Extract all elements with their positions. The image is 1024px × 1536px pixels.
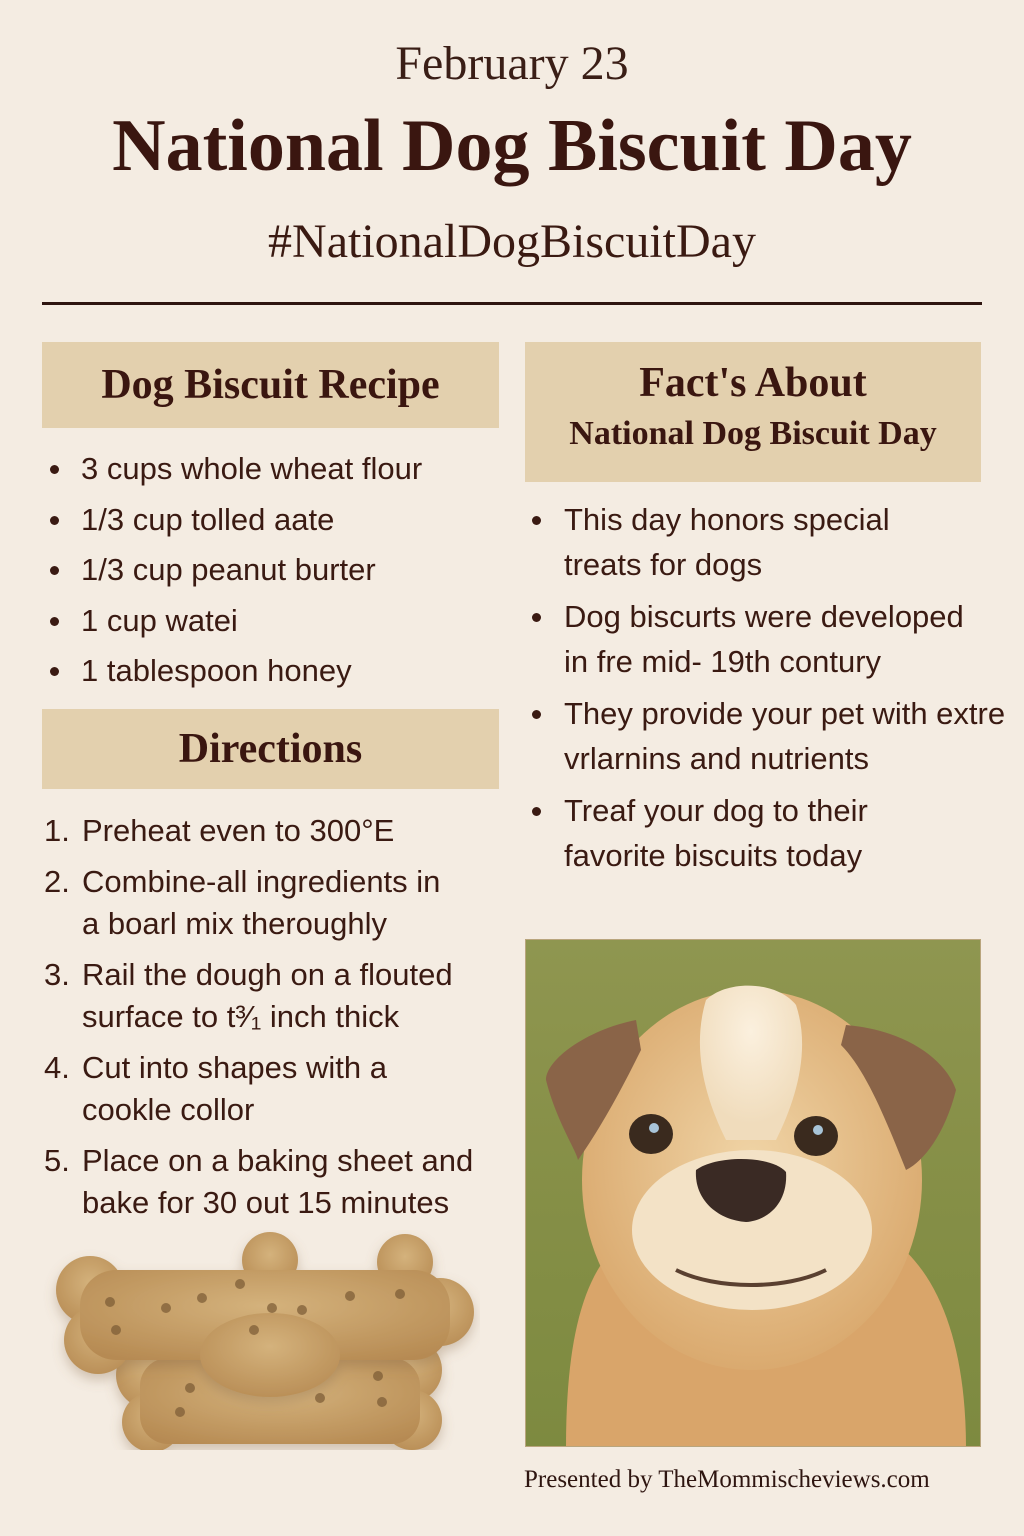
facts-list	[528, 497, 1008, 885]
direction-step	[44, 1140, 473, 1224]
step-number: 4.	[44, 1050, 70, 1085]
fact-item: This day honors special treats for dogs	[528, 497, 928, 587]
fact-item: They provide your pet with extre vrlarnins and nutrients	[528, 691, 1008, 781]
facts-heading-line2: National Dog Biscuit Day	[569, 415, 937, 452]
hashtag: #NationalDogBiscuitDay	[268, 215, 756, 268]
step-line: bake for 30 out 15 minutes	[82, 1185, 450, 1220]
puppy-face-icon	[526, 940, 981, 1447]
step-line: a boarl mix theroughly	[82, 906, 387, 941]
bone-biscuits-icon	[40, 1230, 480, 1450]
dog-biscuits-image	[40, 1230, 480, 1450]
step-number: 2.	[44, 864, 70, 899]
event-date: February 23	[395, 37, 629, 90]
ingredient-item: 3 cups whole wheat flour	[48, 444, 422, 495]
step-line: Rail the dough on a flouted	[82, 957, 453, 992]
step-line: Cut into shapes with a	[82, 1050, 388, 1085]
bulldog-puppy-image	[525, 939, 981, 1447]
step-number: 3.	[44, 957, 70, 992]
step-line: surface to t³⁄₁ inch thick	[82, 999, 400, 1034]
ingredient-item: 1 cup watei	[48, 596, 422, 647]
ingredient-item: 1/3 cup peanut burter	[48, 545, 422, 596]
facts-heading-line1: Fact's About	[639, 360, 867, 406]
direction-step	[44, 810, 473, 852]
step-line: Preheat even to 300°E	[82, 813, 395, 848]
direction-step	[44, 861, 473, 945]
header-divider	[42, 302, 982, 305]
direction-step	[44, 1047, 473, 1131]
facts-heading	[525, 342, 981, 482]
directions-heading: Directions	[42, 709, 499, 789]
fact-item: Dog biscurts were developed in fre mid- 19th contury	[528, 594, 978, 684]
step-number: 5.	[44, 1143, 70, 1178]
recipe-heading: Dog Biscuit Recipe	[42, 342, 499, 428]
step-line: cookle collor	[82, 1092, 255, 1127]
ingredients-list	[48, 444, 422, 697]
fact-item: Treaf your dog to their favorite biscuits today	[528, 788, 928, 878]
direction-step	[44, 954, 473, 1038]
ingredient-item: 1/3 cup tolled aate	[48, 495, 422, 546]
directions-list	[44, 810, 473, 1233]
footer-credit: Presented by TheMommischeviews.com	[524, 1466, 930, 1493]
ingredient-item: 1 tablespoon honey	[48, 646, 422, 697]
page-title: National Dog Biscuit Day	[112, 105, 912, 187]
step-line: Combine-all ingredients in	[82, 864, 441, 899]
step-line: Place on a baking sheet and	[82, 1143, 474, 1178]
step-number: 1.	[44, 813, 70, 848]
